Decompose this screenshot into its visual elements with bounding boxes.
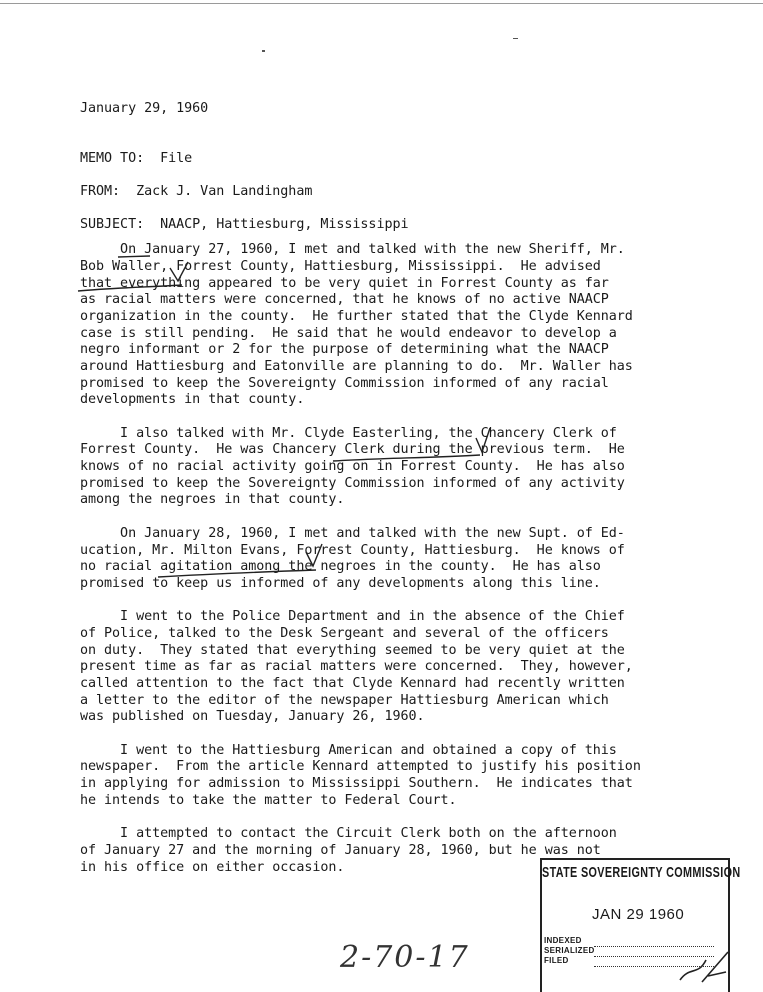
memo-paragraph — [80, 609, 720, 726]
memo-to: MEMO TO: File — [80, 150, 193, 166]
memo-line: as racial matters were concerned, that he knows of no active NAACP — [80, 292, 609, 308]
memo-line: in his office on either occasion. — [80, 859, 345, 875]
memo-line: I went to the Hattiesburg American and obtained a copy of this — [80, 742, 617, 758]
page-top-edge — [0, 3, 763, 4]
memo-line: On January 27, 1960, I met and talked with the new Sheriff, Mr. — [80, 242, 625, 258]
memo-line: around Hattiesburg and Eatonville are planning to do. Mr. Waller has — [80, 358, 633, 374]
received-stamp — [536, 850, 741, 990]
memo-line: negro informant or 2 for the purpose of determining what the NAACP — [80, 342, 609, 358]
stamp-initials-scribble — [676, 946, 732, 986]
memo-line: he intends to take the matter to Federal Court. — [80, 792, 457, 808]
memo-line: promised to keep the Sovereignty Commission informed of any racial — [80, 375, 609, 391]
memo-line: I attempted to contact the Circuit Clerk both on the afternoon — [80, 826, 617, 842]
memo-subject: SUBJECT: NAACP, Hattiesburg, Mississippi — [80, 217, 409, 233]
memo-line: no racial agitation among the negroes in the county. He has also — [80, 559, 601, 575]
memo-date: January 29, 1960 — [80, 101, 209, 116]
speck — [262, 50, 265, 52]
memo-line: newspaper. From the article Kennard attempted to justify his position — [80, 759, 641, 775]
memo-line: ucation, Mr. Milton Evans, Forrest County, Hattiesburg. He knows of — [80, 542, 625, 558]
handwritten-file-number: 2-70-17 — [340, 940, 470, 975]
memo-paragraphs — [80, 242, 720, 876]
stamp-title: STATE SOVEREIGNTY COMMISSION — [542, 864, 741, 881]
memo-line: present time as far as racial matters were concerned. They, however, — [80, 659, 633, 675]
memo-line: of Police, talked to the Desk Sergeant and several of the officers — [80, 625, 609, 641]
memo-line: among the negroes in that county. — [80, 492, 345, 508]
stamp-label-indexed: INDEXED — [544, 936, 582, 945]
memo-line: I also talked with Mr. Clyde Easterling, the Chancery Clerk of — [80, 425, 617, 441]
memo-line: developments in that county. — [80, 392, 305, 408]
memo-body — [80, 101, 720, 893]
stamp-label-serialized: SERIALIZED — [544, 946, 595, 955]
memo-line: was published on Tuesday, January 26, 1960. — [80, 709, 425, 725]
memo-line: on duty. They stated that everything seemed to be very quiet at the — [80, 642, 625, 658]
memo-paragraph — [80, 242, 720, 409]
memo-line: knows of no racial activity going on in Forrest County. He has also — [80, 459, 625, 475]
memo-line: promised to keep the Sovereignty Commission informed of any activity — [80, 475, 625, 491]
stamp-date: JAN 29 1960 — [592, 906, 685, 923]
memo-line: a letter to the editor of the newspaper Hattiesburg American which — [80, 692, 609, 708]
memo-line: Forrest County. He was Chancery Clerk during the previous term. He — [80, 442, 625, 458]
memo-line: promised to keep us informed of any developments along this line. — [80, 575, 601, 591]
memo-paragraph — [80, 743, 720, 810]
stamp-label-filed: FILED — [544, 956, 569, 965]
memo-line: called attention to the fact that Clyde Kennard had recently written — [80, 676, 625, 691]
speck — [513, 38, 518, 39]
memo-line: that everything appeared to be very quiet in Forrest County as far — [80, 275, 609, 291]
memo-paragraph — [80, 426, 720, 509]
memo-line: of January 27 and the morning of January 28, 1960, but he was not — [80, 842, 601, 858]
memo-line: case is still pending. He said that he would endeavor to develop a — [80, 325, 617, 341]
memo-line: organization in the county. He further stated that the Clyde Kennard — [80, 308, 633, 324]
memo-line: Bob Waller, Forrest County, Hattiesburg, Mississippi. He advised — [80, 258, 601, 274]
memo-paragraph — [80, 526, 720, 593]
memo-line: in applying for admission to Mississippi Southern. He indicates that — [80, 776, 633, 792]
memo-line: On January 28, 1960, I met and talked with the new Supt. of Ed- — [80, 525, 625, 541]
memo-from: FROM: Zack J. Van Landingham — [80, 184, 313, 200]
memo-line: I went to the Police Department and in the absence of the Chief — [80, 609, 625, 625]
